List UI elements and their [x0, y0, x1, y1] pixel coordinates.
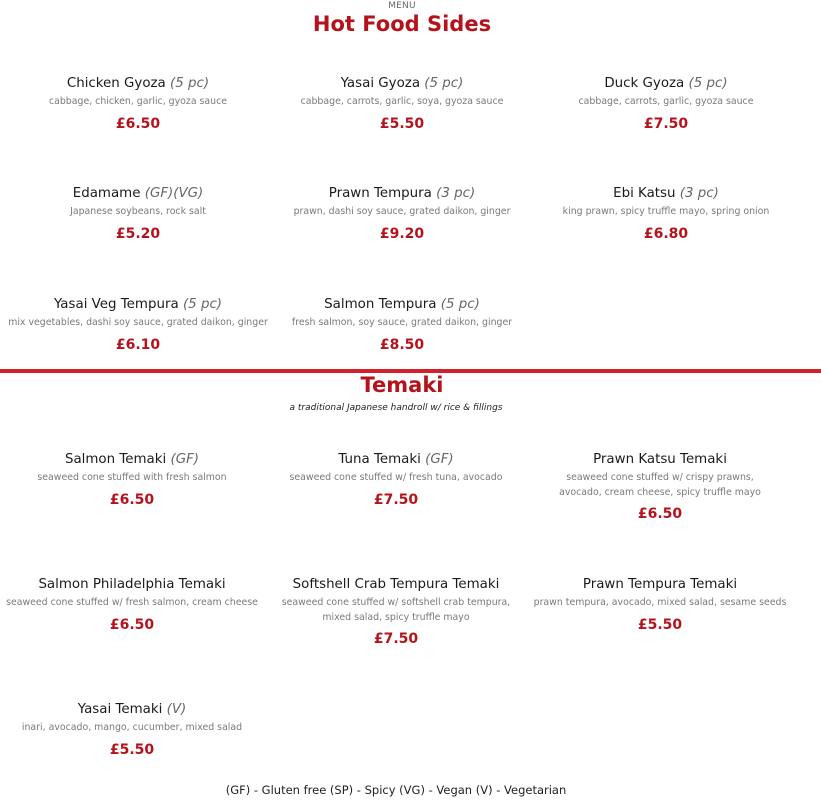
item-description: seaweed cone stuffed w/ fresh tuna, avocado [289, 472, 503, 483]
item-price: £9.20 [379, 225, 425, 242]
item-price: £6.50 [637, 506, 683, 522]
item-name: Chicken Gyoza (5 pc) [66, 76, 210, 91]
item-price: £8.50 [379, 336, 425, 353]
item-description: prawn tempura, avocado, mixed salad, sesame seeds [533, 597, 787, 608]
item-name: Yasai Veg Tempura (5 pc) [53, 297, 223, 312]
item-price: £7.50 [373, 631, 419, 647]
item-name: Duck Gyoza (5 pc) [604, 76, 728, 91]
item-description: Japanese soybeans, rock salt [70, 206, 206, 217]
item-description: seaweed cone stuffed w/ fresh salmon, cream cheese [6, 597, 258, 608]
item-price: £5.50 [109, 741, 155, 758]
item-name: Prawn Tempura Temaki [582, 577, 738, 592]
item-price: £6.80 [643, 225, 689, 242]
menu-item [529, 451, 791, 523]
item-price: £6.50 [109, 491, 155, 508]
item-price: £6.50 [109, 616, 155, 633]
item-name: Softshell Crab Tempura Temaki [292, 577, 500, 592]
menu-item [7, 296, 269, 354]
dietary-legend: (GF) - Gluten free (SP) - Spicy (VG) - Vegan (V) - Vegetarian [225, 783, 567, 797]
item-price: £5.50 [637, 616, 683, 633]
menu-item [1, 701, 263, 759]
item-name: Prawn Tempura (3 pc) [328, 186, 476, 201]
menu-item [535, 75, 797, 133]
menu-item [7, 75, 269, 133]
item-name: Salmon Temaki (GF) [64, 452, 200, 467]
menu-item [1, 451, 263, 509]
menu-item [265, 451, 527, 509]
item-price: £5.20 [115, 225, 161, 242]
item-description: seaweed cone stuffed w/ crispy prawns, avocado, cream cheese, spicy truffle mayo [559, 472, 761, 498]
item-price: £6.10 [115, 336, 161, 353]
item-description: prawn, dashi soy sauce, grated daikon, ginger [293, 206, 511, 217]
item-description: fresh salmon, soy sauce, grated daikon, ginger [291, 317, 513, 328]
item-description: cabbage, carrots, garlic, gyoza sauce [578, 96, 754, 107]
item-description: seaweed cone stuffed w/ softshell crab tempura, mixed salad, spicy truffle mayo [281, 597, 511, 623]
menu-item [529, 576, 791, 634]
temaki-heading: Temaki [360, 373, 444, 397]
item-name: Salmon Philadelphia Temaki [38, 577, 226, 592]
item-description: inari, avocado, mango, cucumber, mixed salad [21, 722, 243, 733]
item-description: cabbage, carrots, garlic, soya, gyoza sauce [300, 96, 504, 107]
menu-item [535, 185, 797, 243]
item-price: £7.50 [643, 115, 689, 132]
menu-kicker: MENU [388, 1, 416, 11]
temaki-subtitle: a traditional Japanese handroll w/ rice & fillings [289, 403, 503, 413]
item-name: Yasai Gyoza (5 pc) [340, 76, 464, 91]
hot-food-sides-heading: Hot Food Sides [312, 12, 492, 36]
item-name: Tuna Temaki (GF) [338, 452, 454, 467]
item-description: seaweed cone stuffed with fresh salmon [37, 472, 227, 483]
item-price: £7.50 [373, 491, 419, 508]
item-name: Yasai Temaki (V) [77, 702, 187, 717]
item-description: king prawn, spicy truffle mayo, spring onion [562, 206, 770, 217]
item-name: Ebi Katsu (3 pc) [613, 186, 719, 201]
item-price: £5.50 [379, 115, 425, 132]
menu-item [7, 185, 269, 243]
menu-item [271, 185, 533, 243]
item-price: £6.50 [115, 115, 161, 132]
menu-item [271, 75, 533, 133]
item-name: Edamame (GF)(VG) [72, 186, 204, 201]
item-description: mix vegetables, dashi soy sauce, grated daikon, ginger [8, 317, 268, 328]
menu-item [271, 296, 533, 354]
item-name: Prawn Katsu Temaki [593, 452, 727, 467]
menu-item [1, 576, 263, 634]
menu-item [265, 576, 527, 648]
item-description: cabbage, chicken, garlic, gyoza sauce [48, 96, 228, 107]
item-name: Salmon Tempura (5 pc) [324, 297, 480, 312]
